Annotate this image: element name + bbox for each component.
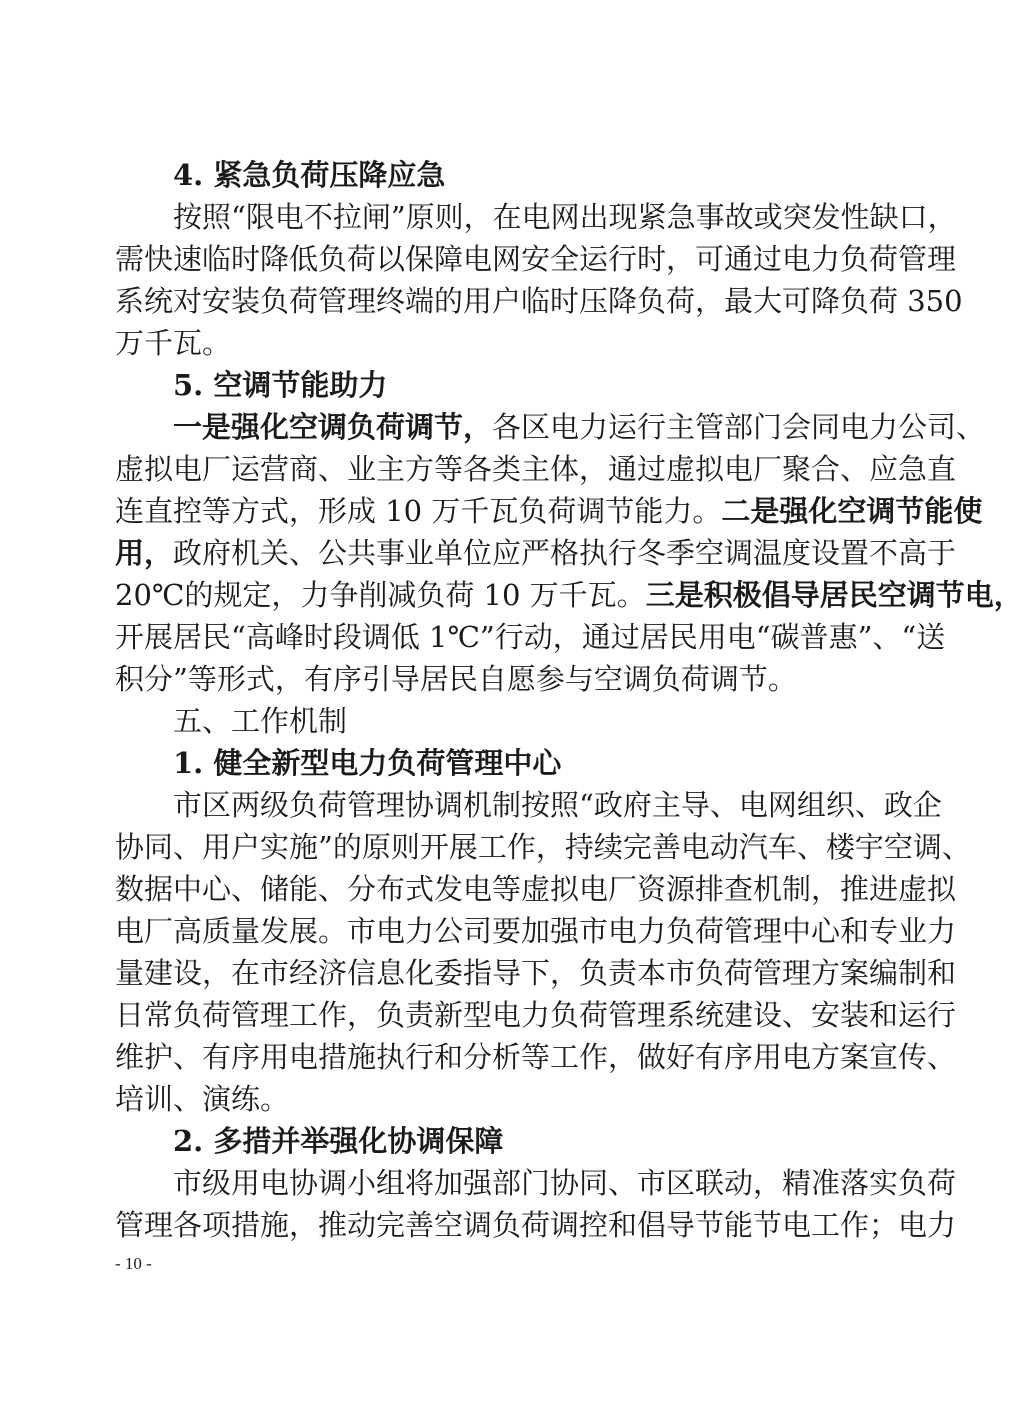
text-segment: 开展居民“高峰时段调低 1℃”行动，通过居民用电“碳普惠”、“送: [115, 620, 946, 654]
text-segment: 日常负荷管理工作，负责新型电力负荷管理系统建设、安装和运行: [115, 998, 957, 1032]
text-line: [115, 322, 880, 364]
text-line: [115, 1120, 880, 1162]
bold-text: 2. 多措并举强化协调保障: [173, 1124, 504, 1158]
text-segment: 维护、有序用电措施执行和分析等工作，做好有序用电方案宣传、: [115, 1040, 957, 1074]
text-segment: 五、工作机制: [173, 704, 348, 738]
text-segment: 按照“限电不拉闸”原则，在电网出现紧急事故或突发性缺口，: [173, 200, 957, 234]
text-line: [115, 1162, 957, 1204]
text-segment: 量建设，在市经济信息化委指导下，负责本市负荷管理方案编制和: [115, 956, 957, 990]
text-segment: 政府机关、公共事业单位应严格执行冬季空调温度设置不高于: [173, 536, 957, 570]
text-segment: 各区电力运行主管部门会同电力公司、: [492, 410, 986, 444]
text-segment: 管理各项措施，推动完善空调负荷调控和倡导节能节电工作；电力: [115, 1208, 957, 1242]
text-line: [115, 406, 986, 448]
text-line: [115, 490, 983, 532]
text-segment: 需快速临时降低负荷以保障电网安全运行时，可通过电力负荷管理: [115, 242, 957, 276]
text-segment: 系统对安装负荷管理终端的用户临时压降负荷，最大可降负荷 350: [115, 284, 963, 318]
text-line: [115, 952, 957, 994]
text-line: [115, 196, 957, 238]
text-segment: 培训、演练。: [115, 1082, 290, 1116]
text-segment: 协同、用户实施”的原则开展工作，持续完善电动汽车、楼宇空调、: [115, 830, 971, 864]
text-line: [115, 784, 942, 826]
text-line: [115, 574, 1023, 616]
text-line: [115, 448, 957, 490]
bold-text: 4. 紧急负荷压降应急: [173, 158, 446, 192]
text-line: [115, 994, 957, 1036]
text-line: [115, 1204, 957, 1246]
bold-text: 一是强化空调负荷调节，: [173, 410, 493, 444]
bold-text: 二是强化空调节能使: [721, 494, 983, 528]
text-line: [115, 868, 957, 910]
text-segment: 电厂高质量发展。市电力公司要加强市电力负荷管理中心和专业力: [115, 914, 957, 948]
text-line: [115, 154, 880, 196]
text-line: [115, 532, 957, 574]
text-line: [115, 742, 880, 784]
text-segment: 市级用电协调小组将加强部门协同、市区联动，精准落实负荷: [173, 1166, 957, 1200]
text-line: [115, 826, 971, 868]
bold-text: 5. 空调节能助力: [173, 368, 388, 402]
bold-text: 1. 健全新型电力负荷管理中心: [173, 746, 562, 780]
document-body: [115, 154, 1023, 1246]
text-segment: 虚拟电厂运营商、业主方等各类主体，通过虚拟电厂聚合、应急直: [115, 452, 957, 486]
text-segment: 市区两级负荷管理协调机制按照“政府主导、电网组织、政企: [173, 788, 942, 822]
text-line: [115, 238, 957, 280]
text-segment: 20℃的规定，力争削减负荷 10 万千瓦。: [115, 578, 646, 612]
text-line: [115, 280, 963, 322]
text-line: [115, 364, 880, 406]
bold-text: 三是积极倡导居民空调节电，: [645, 578, 1023, 612]
text-line: [115, 1036, 957, 1078]
text-segment: 连直控等方式，形成 10 万千瓦负荷调节能力。: [115, 494, 722, 528]
text-line: [115, 700, 880, 742]
text-line: [115, 658, 880, 700]
text-segment: 万千瓦。: [115, 326, 232, 360]
text-line: [115, 616, 946, 658]
text-line: [115, 910, 957, 952]
bold-text: 用，: [115, 536, 174, 570]
text-segment: 数据中心、储能、分布式发电等虚拟电厂资源排查机制，推进虚拟: [115, 872, 957, 906]
page-number: - 10 -: [115, 1254, 152, 1273]
text-segment: 积分”等形式，有序引导居民自愿参与空调负荷调节。: [115, 662, 797, 696]
text-line: [115, 1078, 880, 1120]
